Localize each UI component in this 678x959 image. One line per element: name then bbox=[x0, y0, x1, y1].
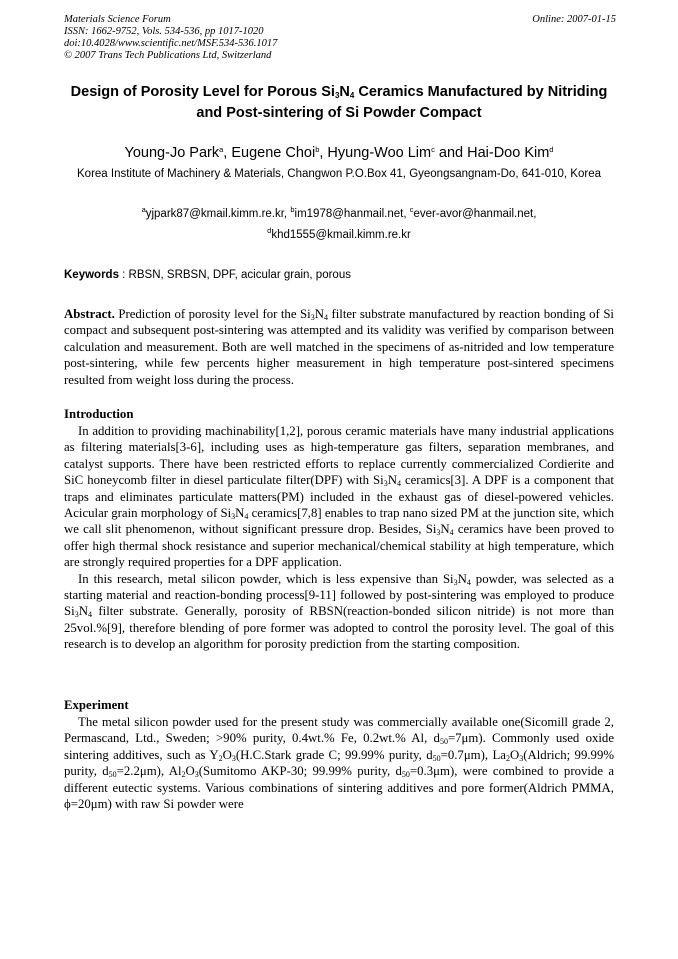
paragraph-text: filter substrate. Generally, porosity of RBSN(reaction-bonded silicon nitride) is not more than 25vol.%[9], therefore blending of pore former was adopted to control the porosity level. The goal of this research is to develop an algorithm for porosity prediction from the starting composition. bbox=[64, 604, 614, 652]
subscript: 2 bbox=[181, 770, 186, 780]
subscript: 3 bbox=[74, 610, 79, 620]
paragraph-text: N bbox=[440, 522, 450, 537]
email-superscript: a bbox=[141, 205, 146, 214]
affiliation: Korea Institute of Machinery & Materials, Changwon P.O.Box 41, Gyeongsangnam-Do, 641-010, Korea bbox=[77, 168, 601, 180]
paragraph bbox=[64, 571, 614, 653]
issn-line: ISSN: 1662-9752, Vols. 534-536, pp 1017-1020 bbox=[64, 26, 264, 37]
subscript: 3 bbox=[194, 770, 199, 780]
author-superscript: c bbox=[431, 145, 435, 154]
subscript: 3 bbox=[453, 577, 458, 587]
email-link[interactable]: yjpark87@kmail.kimm.re.kr, bbox=[145, 208, 288, 220]
subscript: 3 bbox=[231, 512, 236, 522]
title-subscript: 4 bbox=[349, 91, 355, 100]
subscript: 4 bbox=[87, 610, 92, 620]
title-text: Ceramics Manufactured by Nitriding and Post-sintering of Si Powder Compact bbox=[196, 84, 608, 121]
paragraph bbox=[64, 714, 614, 812]
paragraph-text: N bbox=[457, 571, 467, 586]
subscript: 2 bbox=[506, 753, 510, 763]
author-superscript: a bbox=[219, 145, 224, 154]
subscript: 4 bbox=[449, 528, 454, 538]
paragraph-text: The metal silicon powder used for the present study was commercially available one(Sicomill grade 2, Permascand, Ltd., Sweden; >90% purity, 0.4wt.% Fe, 0.2wt.% Al, d bbox=[64, 715, 614, 746]
subscript: 4 bbox=[466, 577, 471, 587]
paragraph-text: =7μm). Commonly used oxide sintering additives, such as Y bbox=[64, 731, 614, 762]
subscript: 4 bbox=[323, 313, 328, 322]
email-link[interactable]: im1978@hanmail.net, bbox=[294, 208, 407, 220]
email-superscript: b bbox=[290, 205, 295, 214]
journal-header bbox=[64, 14, 616, 62]
author-name: , Eugene Choi bbox=[223, 145, 316, 161]
online-date: Online: 2007-01-15 bbox=[532, 14, 616, 25]
author-list bbox=[64, 143, 614, 163]
paper-title bbox=[64, 82, 614, 124]
author-name: , Hyung-Woo Lim bbox=[319, 145, 432, 161]
paragraph-text: In addition to providing machinability[1,2], porous ceramic materials have many industrial applications as filtering materials[3-6], including uses as high-temperature gas filters, separation membranes, and catalyst supports. There have been restricted efforts to replace currently commercialized Cordierite and SiC honeycomb filter in diesel particulate filter(DPF) with Si bbox=[64, 424, 614, 488]
subscript: 2 bbox=[218, 753, 223, 763]
abstract-label: Abstract. bbox=[64, 307, 115, 321]
paragraph-text: ceramics[7,8] enables to trap nano sized PM at the junction site, which we call slit phenomenon, without significant pressure drop. Besides, Si bbox=[64, 506, 614, 537]
email-superscript: c bbox=[409, 205, 414, 214]
paragraph bbox=[64, 423, 614, 571]
paragraph-text: In this research, metal silicon powder, which is less expensive than Si bbox=[78, 571, 454, 586]
section-heading-experiment: Experiment bbox=[64, 698, 129, 712]
subscript: 50 bbox=[439, 737, 448, 747]
title-text: Design of Porosity Level for Porous Si bbox=[70, 84, 335, 100]
paragraph-text: O bbox=[222, 747, 232, 762]
paragraph-text: (H.C.Stark grade C; 99.99% purity, d bbox=[235, 747, 433, 762]
email-link[interactable]: ever-avor@hanmail.net, bbox=[413, 208, 537, 220]
paragraph-text: =0.3μm), were combined to provide a different eutectic systems. Various combinations of sintering additives and pore former(Aldrich PMMA, ϕ=20μm) with raw Si powder were bbox=[64, 764, 614, 812]
abstract-text: N bbox=[314, 307, 324, 321]
subscript: 50 bbox=[401, 770, 410, 780]
subscript: 50 bbox=[432, 753, 441, 763]
author-emails bbox=[64, 204, 614, 246]
abstract-text: filter substrate manufactured by reaction bonding of Si compact and subsequent post-sintering was attempted and its validity was verified by comparison between calculation and measurement. Both are well matched in the specimens of as-nitrided and low temperature post-sintering, while few percents higher measurement in high temperature post-sintered specimens resulted from weight loss during the process. bbox=[64, 307, 614, 387]
title-text: N bbox=[339, 84, 350, 100]
section-heading-introduction: Introduction bbox=[64, 407, 134, 421]
subscript: 3 bbox=[231, 753, 236, 763]
experiment-body bbox=[64, 714, 614, 812]
paragraph-text: (Sumitomo AKP-30; 99.99% purity, d bbox=[198, 764, 402, 779]
author-name: and Hai-Doo Kim bbox=[434, 145, 550, 161]
author-superscript: b bbox=[315, 145, 320, 154]
subscript: 3 bbox=[310, 313, 315, 322]
paragraph-text: powder, was selected as a starting material and reaction-bonding process[9-11] followed by post-sintering was employed to produce Si bbox=[64, 571, 615, 619]
doi-line: doi:10.4028/www.scientific.net/MSF.534-536.1017 bbox=[64, 38, 278, 49]
paragraph-text: =2.2μm), Al bbox=[116, 764, 182, 779]
subscript: 50 bbox=[108, 770, 117, 780]
subscript: 3 bbox=[436, 528, 441, 538]
abstract-text: Prediction of porosity level for the Si bbox=[114, 307, 311, 321]
paragraph-text: O bbox=[185, 764, 195, 779]
journal-name: Materials Science Forum bbox=[64, 14, 171, 25]
subscript: 3 bbox=[383, 479, 388, 489]
introduction-body bbox=[64, 423, 614, 653]
subscript: 3 bbox=[519, 753, 524, 763]
paragraph-text: N bbox=[387, 473, 397, 488]
paragraph-text: =0.7μm), La bbox=[440, 747, 506, 762]
keywords bbox=[64, 268, 614, 283]
author-name: Young-Jo Park bbox=[124, 145, 220, 161]
paragraph-text: ceramics[3]. A DPF is a component that traps and eliminates particulate matters(PM) included in the exhaust gas of diesel-powered vehicles. Acicular grain morphology of Si bbox=[64, 473, 614, 521]
keywords-text: : RBSN, SRBSN, DPF, acicular grain, porous bbox=[118, 269, 351, 281]
abstract bbox=[64, 306, 614, 388]
paragraph-text: ceramics have been proved to offer high thermal shock resistance and superior mechanical/chemical stability at high temperature, which are strongly required properties for a DPF application. bbox=[64, 522, 614, 570]
paragraph-text: (Aldrich; 99.99% purity, d bbox=[64, 747, 615, 779]
subscript: 4 bbox=[244, 512, 249, 522]
keywords-label: Keywords bbox=[64, 269, 119, 281]
paragraph-text: N bbox=[78, 604, 88, 619]
subscript: 4 bbox=[396, 479, 401, 489]
paragraph-text: N bbox=[235, 506, 245, 521]
email-superscript: d bbox=[267, 226, 272, 235]
paragraph-text: O bbox=[510, 747, 520, 762]
email-link[interactable]: khd1555@kmail.kimm.re.kr bbox=[271, 229, 411, 241]
author-superscript: d bbox=[549, 145, 554, 154]
copyright-line: © 2007 Trans Tech Publications Ltd, Switzerland bbox=[64, 50, 272, 61]
title-subscript: 3 bbox=[334, 91, 340, 100]
